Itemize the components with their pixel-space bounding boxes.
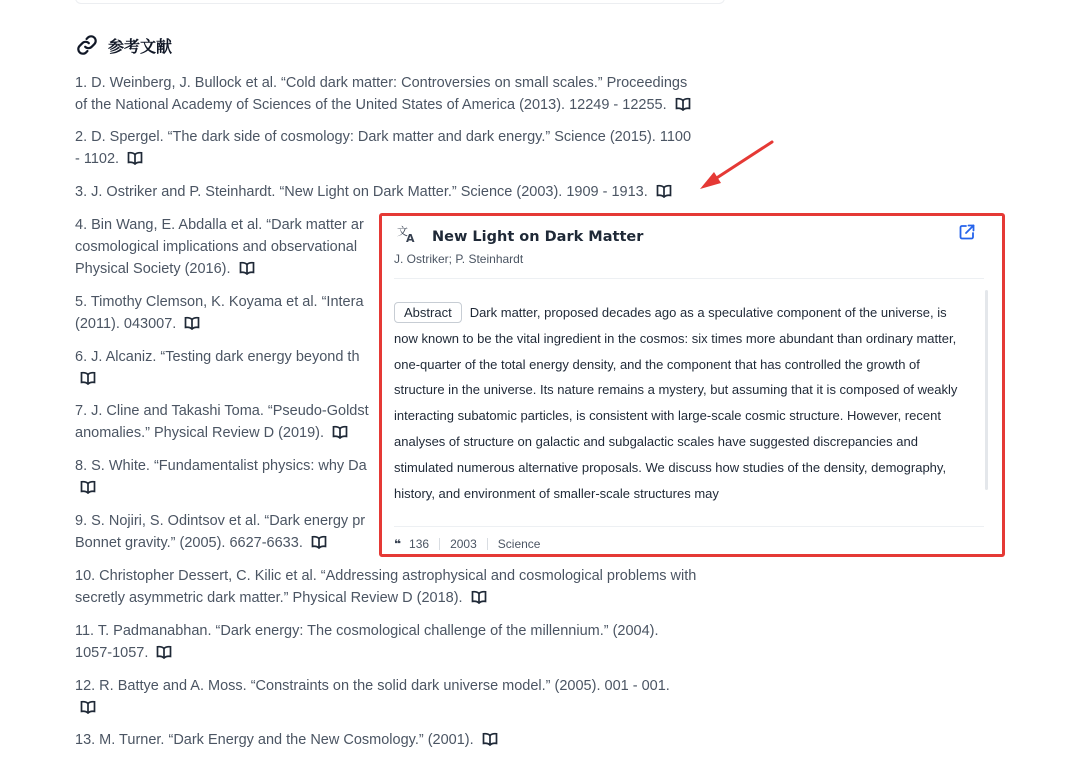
publication-year: 2003 xyxy=(450,537,477,551)
reference-line: cosmological implications and observational xyxy=(75,239,358,255)
reference-item xyxy=(75,565,725,609)
popup-footer xyxy=(394,537,540,551)
journal-name: Science xyxy=(497,537,541,551)
reference-line: 7. J. Cline and Takashi Toma. “Pseudo-Goldst xyxy=(75,403,369,419)
reference-line: - 1102. xyxy=(75,151,120,167)
book-icon[interactable] xyxy=(675,97,691,111)
reference-item xyxy=(75,675,725,719)
book-icon[interactable] xyxy=(332,425,348,439)
popup-header xyxy=(396,224,643,249)
reference-line: 1. D. Weinberg, J. Bullock et al. “Cold dark matter: Controversies on small scales.” Proceedings xyxy=(75,75,688,91)
book-icon[interactable] xyxy=(80,480,96,494)
reference-line: 11. T. Padmanabhan. “Dark energy: The cosmological challenge of the millennium.” (2004). xyxy=(75,623,659,639)
reference-line: 12. R. Battye and A. Moss. “Constraints on the solid dark universe model.” (2005). 001 - 001. xyxy=(75,678,670,694)
reference-line: 9. S. Nojiri, S. Odintsov et al. “Dark energy pr xyxy=(75,513,366,529)
book-icon[interactable] xyxy=(311,535,327,549)
popup-title: New Light on Dark Matter xyxy=(432,228,644,245)
reference-item xyxy=(75,181,725,203)
reference-line: 2. D. Spergel. “The dark side of cosmology: Dark matter and dark energy.” Science (2015). 1100 xyxy=(75,129,692,145)
separator xyxy=(439,538,440,550)
abstract-label: Abstract xyxy=(394,302,462,323)
reference-item xyxy=(75,620,725,664)
translate-icon[interactable] xyxy=(396,224,418,249)
reference-line: 10. Christopher Dessert, C. Kilic et al. “Addressing astrophysical and cosmological problems with xyxy=(75,568,697,584)
book-icon[interactable] xyxy=(156,645,172,659)
svg-text:文: 文 xyxy=(397,225,408,238)
section-title: 参考文献 xyxy=(108,36,173,56)
book-icon[interactable] xyxy=(127,151,143,165)
abstract-content xyxy=(394,300,972,510)
book-icon[interactable] xyxy=(482,732,498,746)
separator xyxy=(487,538,488,550)
references-heading xyxy=(76,32,172,58)
paper-preview-popup xyxy=(379,213,1005,557)
reference-line: 4. Bin Wang, E. Abdalla et al. “Dark matter ar xyxy=(75,217,364,233)
reference-line: 8. S. White. “Fundamentalist physics: why Da xyxy=(75,458,367,474)
top-card-edge xyxy=(75,0,725,4)
reference-line: 6. J. Alcaniz. “Testing dark energy beyond th xyxy=(75,349,360,365)
citation-count: 136 xyxy=(409,537,430,551)
reference-line: 3. J. Ostriker and P. Steinhardt. “New Light on Dark Matter.” Science (2003). 1909 - 1913. xyxy=(75,184,648,200)
quote-icon: ❝ xyxy=(394,537,402,551)
reference-line: 13. M. Turner. “Dark Energy and the New Cosmology.” (2001). xyxy=(75,732,474,748)
annotation-arrow xyxy=(690,138,780,198)
book-icon[interactable] xyxy=(471,590,487,604)
book-icon[interactable] xyxy=(80,700,96,714)
reference-line: secretly asymmetric dark matter.” Physical Review D (2018). xyxy=(75,590,463,606)
divider xyxy=(394,526,984,527)
reference-item xyxy=(75,126,725,170)
link-icon xyxy=(76,34,98,56)
external-link-icon[interactable] xyxy=(958,223,976,246)
reference-line: 1057-1057. xyxy=(75,645,149,661)
reference-line: (2011). 043007. xyxy=(75,316,177,332)
reference-item xyxy=(75,72,725,116)
book-icon[interactable] xyxy=(656,184,672,198)
abstract-scrollbar[interactable] xyxy=(985,290,988,490)
svg-text:A: A xyxy=(406,232,415,244)
reference-line: anomalies.” Physical Review D (2019). xyxy=(75,425,325,441)
popup-authors: J. Ostriker; P. Steinhardt xyxy=(394,252,524,266)
book-icon[interactable] xyxy=(239,261,255,275)
reference-line: Physical Society (2016). xyxy=(75,261,231,277)
reference-line: Bonnet gravity.” (2005). 6627-6633. xyxy=(75,535,303,551)
book-icon[interactable] xyxy=(80,371,96,385)
reference-item xyxy=(75,729,725,751)
book-icon[interactable] xyxy=(184,316,200,330)
reference-line: of the National Academy of Sciences of the United States of America (2013). 12249 - 12255. xyxy=(75,97,667,113)
abstract-text: Dark matter, proposed decades ago as a speculative component of the universe, is now known to be the vital ingredient in the cosmos: six times more abundant than ordinary matter, one-quarter of the total energy density, and the component that has controlled the growth of structure in the universe. Its nature remains a mystery, but assuming that it is composed of weakly interacting subatomic particles, is consistent with large-scale cosmic structure. However, recent analyses of structure on galactic and subgalactic scales have suggested discrepancies and stimulated numerous alternative proposals. We discuss how studies of the density, demography, history, and environment of smaller-scale structures may xyxy=(394,305,958,501)
divider xyxy=(394,278,984,279)
reference-line: 5. Timothy Clemson, K. Koyama et al. “Intera xyxy=(75,294,364,310)
